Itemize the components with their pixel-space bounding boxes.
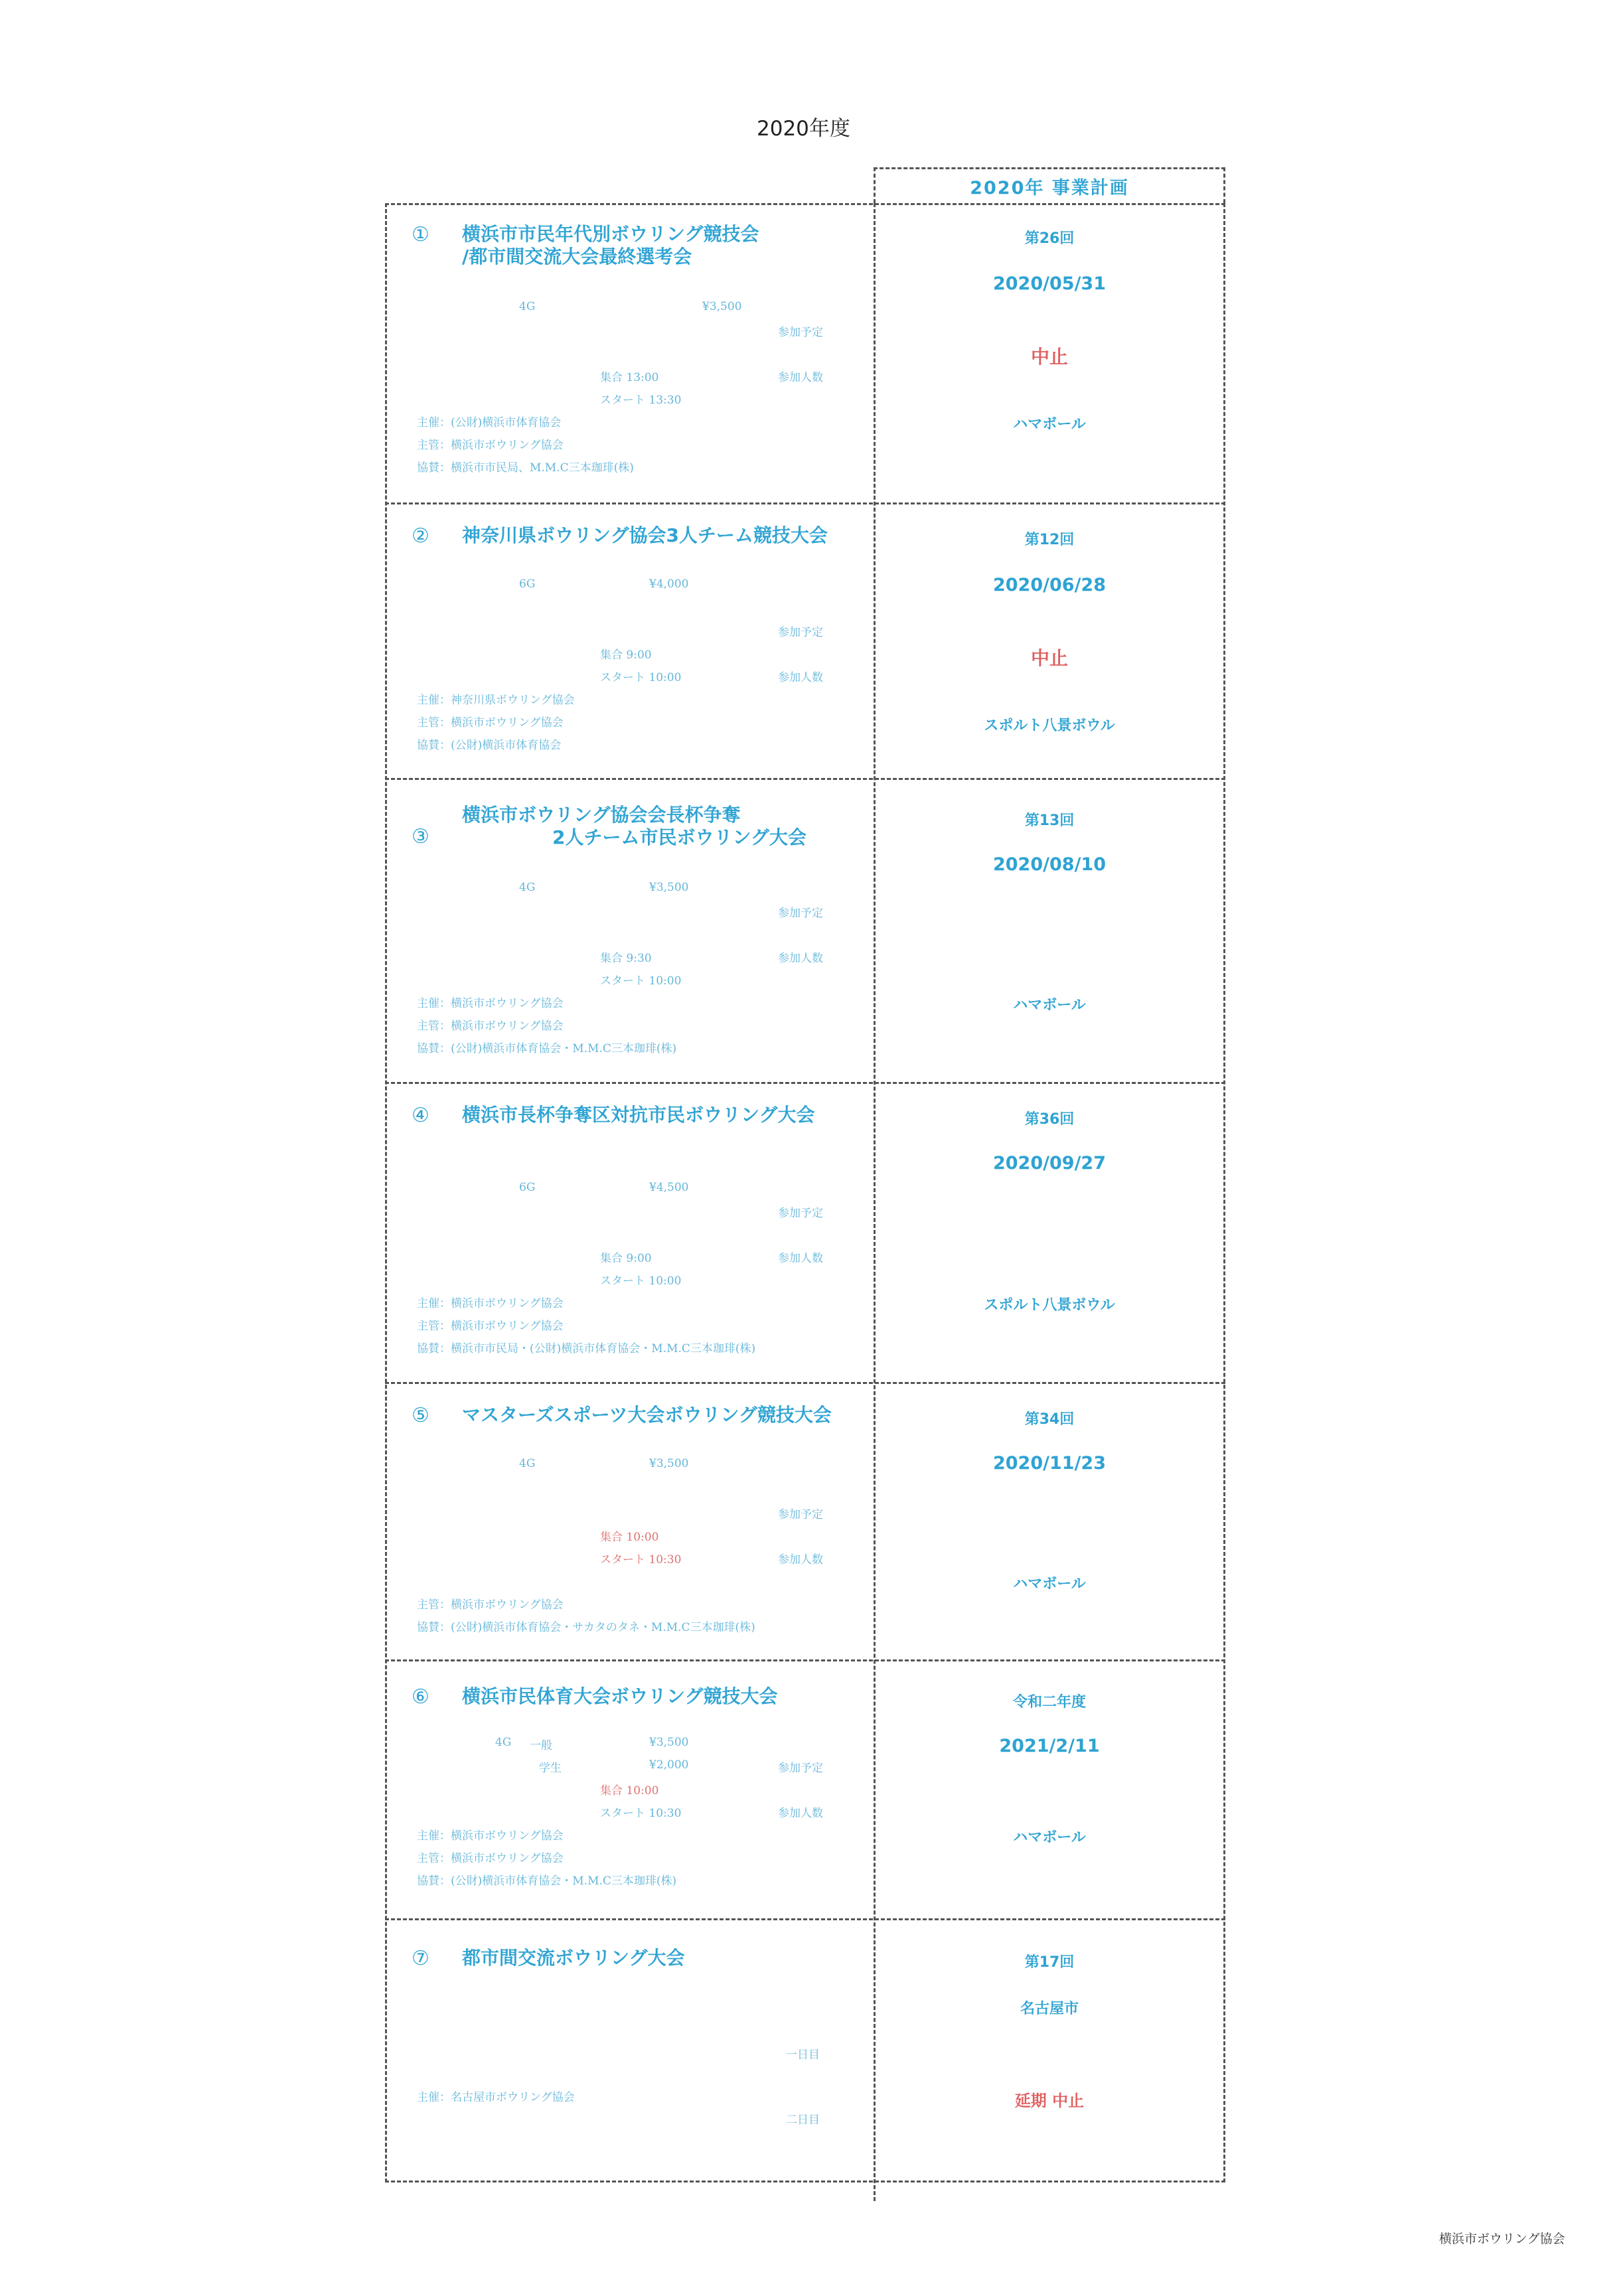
- planned-label: 参加予定: [778, 907, 823, 920]
- games: 4G: [519, 300, 536, 313]
- category-general: 一般: [530, 1739, 552, 1752]
- event-date: 2020/05/31: [992, 273, 1106, 294]
- host: 主催：名古屋市ボウリング協会: [417, 2091, 575, 2104]
- event-date: 2020/11/23: [992, 1453, 1106, 1474]
- round: 第34回: [1024, 1411, 1075, 1428]
- event-title: 横浜市民体育大会ボウリング競技大会: [462, 1685, 778, 1707]
- organizer: 主管：横浜市ボウリング協会: [417, 1598, 564, 1612]
- event-title-line2: 2人チーム市民ボウリング大会: [552, 826, 807, 848]
- venue: スポルト八景ボウル: [984, 718, 1115, 734]
- round: 令和二年度: [1012, 1694, 1086, 1711]
- fee-general: ¥3,500: [649, 1736, 689, 1749]
- count-label: 参加人数: [778, 952, 823, 965]
- count-label: 参加人数: [778, 371, 823, 384]
- footer-org: 横浜市ボウリング協会: [1439, 2232, 1565, 2246]
- planned-label: 参加予定: [778, 1207, 823, 1220]
- plan-header: 2020年 事業計画: [874, 167, 1225, 203]
- venue: ハマボール: [1013, 416, 1086, 433]
- event-date: 2020/09/27: [992, 1153, 1106, 1174]
- organizer: 主管：横浜市ボウリング協会: [417, 439, 564, 452]
- event-1: [385, 203, 1225, 502]
- start-time: スタート 13:30: [600, 394, 682, 407]
- event-5: [385, 1382, 1225, 1659]
- planned-label: 参加予定: [778, 1508, 823, 1521]
- event-title-line2: /都市間交流大会最終選考会: [462, 246, 692, 268]
- event-title: 横浜市市民年代別ボウリング競技会: [462, 223, 759, 245]
- event-title: マスターズスポーツ大会ボウリング競技大会: [462, 1404, 832, 1426]
- venue: スポルト八景ボウル: [984, 1297, 1115, 1314]
- sponsor: 協賛：横浜市市民局、M.M.C三本珈琲(株): [417, 461, 634, 475]
- sponsor: 協賛：(公財)横浜市体育協会・M.M.C三本珈琲(株): [417, 1875, 677, 1888]
- event-number: ⑦: [412, 1947, 429, 1970]
- event-6: [385, 1659, 1225, 1918]
- count-label: 参加人数: [778, 1807, 823, 1820]
- fee: ¥4,500: [649, 1181, 689, 1194]
- planned-label: 参加予定: [778, 626, 823, 639]
- category-student: 学生: [539, 1762, 562, 1775]
- venue: ハマボール: [1013, 1829, 1086, 1846]
- planned-label: 参加予定: [778, 326, 823, 339]
- event-number: ①: [412, 223, 429, 246]
- event-location: 名古屋市: [1020, 2001, 1079, 2017]
- event-2: [385, 502, 1225, 778]
- event-number: ④: [412, 1104, 429, 1127]
- host: 主催：横浜市ボウリング協会: [417, 1297, 564, 1310]
- event-date: 2020/06/28: [992, 575, 1106, 595]
- event-4: [385, 1082, 1225, 1382]
- games: 6G: [519, 1181, 536, 1194]
- event-number: ②: [412, 524, 429, 548]
- sponsor: 協賛：(公財)横浜市体育協会: [417, 739, 562, 752]
- gather-time: 集合 9:00: [600, 649, 652, 662]
- start-time: スタート 10:00: [600, 1274, 682, 1288]
- event-7: [385, 1918, 1225, 2182]
- event-3: [385, 778, 1225, 1082]
- event-title: 都市間交流ボウリング大会: [462, 1947, 685, 1969]
- fee: ¥4,000: [649, 577, 689, 591]
- status-badge: 中止: [1030, 346, 1068, 368]
- organizer: 主管：横浜市ボウリング協会: [417, 1320, 564, 1333]
- host: 主催：神奈川県ボウリング協会: [417, 694, 575, 707]
- fee: ¥3,500: [702, 300, 742, 313]
- count-label: 参加人数: [778, 1553, 823, 1567]
- organizer: 主管：横浜市ボウリング協会: [417, 1020, 564, 1033]
- day1-label: 一日目: [786, 2048, 820, 2062]
- host: 主催：横浜市ボウリング協会: [417, 997, 564, 1010]
- gather-time: 集合 13:00: [600, 371, 659, 384]
- organizer: 主管：横浜市ボウリング協会: [417, 1852, 564, 1865]
- event-number: ⑤: [412, 1404, 429, 1427]
- event-date: 2020/08/10: [992, 854, 1106, 875]
- gather-time: 集合 9:00: [600, 1252, 652, 1265]
- games: 4G: [519, 1457, 536, 1470]
- status-badge: 中止: [1030, 647, 1068, 669]
- start-time: スタート 10:00: [600, 974, 682, 988]
- round: 第12回: [1024, 532, 1075, 548]
- games: 6G: [519, 577, 536, 591]
- event-date: 2021/2/11: [999, 1736, 1100, 1756]
- start-time: スタート 10:00: [600, 671, 682, 684]
- gather-time: 集合 10:00: [600, 1531, 659, 1544]
- round: 第17回: [1024, 1954, 1075, 1971]
- fee: ¥3,500: [649, 1457, 689, 1470]
- sponsor: 協賛：横浜市市民局・(公財)横浜市体育協会・M.M.C三本珈琲(株): [417, 1342, 756, 1355]
- start-time: スタート 10:30: [600, 1553, 682, 1567]
- event-title: 横浜市ボウリング協会会長杯争奪: [462, 804, 741, 826]
- gather-time: 集合 9:30: [600, 952, 652, 965]
- event-title: 神奈川県ボウリング協会3人チーム競技大会: [462, 524, 828, 546]
- round: 第26回: [1024, 230, 1075, 247]
- event-title: 横浜市長杯争奪区対抗市民ボウリング大会: [462, 1104, 815, 1126]
- games: 4G: [495, 1736, 512, 1749]
- fee-student: ¥2,000: [649, 1758, 689, 1772]
- fee: ¥3,500: [649, 881, 689, 894]
- venue: ハマボール: [1013, 997, 1086, 1014]
- page-title: 2020年度: [757, 117, 850, 141]
- host: 主催：横浜市ボウリング協会: [417, 1829, 564, 1843]
- start-time: スタート 10:30: [600, 1807, 682, 1820]
- games: 4G: [519, 881, 536, 894]
- event-number: ③: [412, 825, 429, 848]
- event-number: ⑥: [412, 1685, 429, 1709]
- gather-time: 集合 10:00: [600, 1784, 659, 1798]
- day2-label: 二日目: [786, 2113, 820, 2127]
- sponsor: 協賛：(公財)横浜市体育協会・サカタのタネ・M.M.C三本珈琲(株): [417, 1621, 755, 1634]
- round: 第13回: [1024, 812, 1075, 829]
- count-label: 参加人数: [778, 1252, 823, 1265]
- count-label: 参加人数: [778, 671, 823, 684]
- planned-label: 参加予定: [778, 1762, 823, 1775]
- host: 主催：(公財)横浜市体育協会: [417, 416, 562, 429]
- round: 第36回: [1024, 1111, 1075, 1128]
- status-badge: 延期 中止: [1014, 2092, 1085, 2110]
- organizer: 主管：横浜市ボウリング協会: [417, 716, 564, 729]
- sponsor: 協賛：(公財)横浜市体育協会・M.M.C三本珈琲(株): [417, 1042, 677, 1055]
- venue: ハマボール: [1013, 1576, 1086, 1592]
